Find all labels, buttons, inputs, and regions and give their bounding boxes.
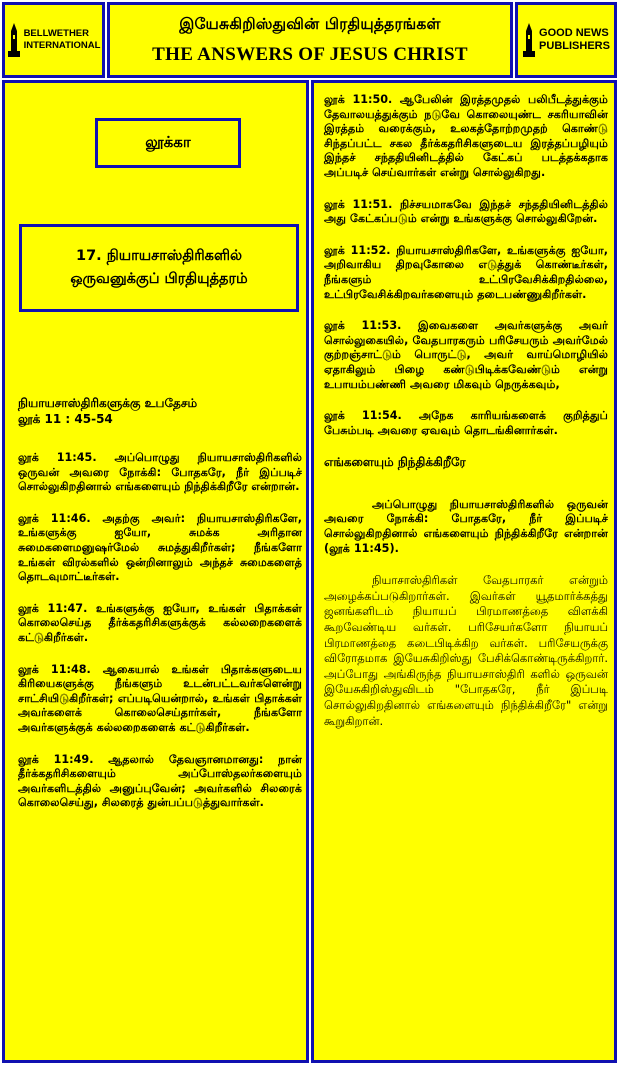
verse-paragraph: லூக் 11:50. ஆபேலின் இரத்தமுதல் பலிபீடத்துக்கும் தேவாலயத்துக்கும் நடுவே கொலையுண்ட சகரியாவின் இரத்தம் வரைக்கும், உலகத்தோற்றமுதற் கொண்டு சிந்தப்பட்ட சகல தீர்க்கதரிசிகளுடைய இரத்தப்பழியும் இந்தச் சந்ததியினிடத்தில் கேட்கப் படத்தக்கதாக அப்படிச் செய்வார்கள் என்று சொல்லுகிறது. <box>324 93 608 179</box>
bellwether-logo <box>2 2 105 78</box>
title-english: THE ANSWERS OF JESUS CHRIST <box>152 44 468 65</box>
chapter-title-line1: 17. நியாயசாஸ்திரிகளில் <box>75 248 243 264</box>
commentary-paragraph: நியாசாஸ்திரிகள் வேதபாரகர் என்றும் அழைக்கப்படுகிறார்கள். இவர்கள் யூதமார்க்கத்து ஜனங்களிடம் நியாயப் பிரமாணத்தை விளக்கி கூறவேண்டிய வர்கள். பரிசேயர்களோ நியாயப் பிரமாணத்தை கடைபிடிக்கிற வர்கள். பரிசேயருக்கு விரோதமாக இயேசுகிறிஸ்து பேசிக்கொண்டிருக்கிறார். அப்போது அங்கிருந்த நியாயசாஸ்திரி களில் ஒருவன் இயேசுகிறிஸ்துவிடம் "போதகரே, நீர் இப்படி சொல்லுகிறதினால் எங்களையும் நிந்திக்கிறீரே" என்று கூறுகிறான். <box>324 573 608 728</box>
verse-paragraph: லூக் 11:45. அப்பொழுது நியாயசாஸ்திரிகளில் ஒருவன் அவரை நோக்கி: போதகரே, நீர் இப்படிச் சொல்லுகிறதினால் எங்களையும் நிந்திக்கிறீரே என்றான். <box>18 451 302 494</box>
verse-paragraph: லூக் 11:52. நியாயசாஸ்திரிகளே, உங்களுக்கு ஐயோ, அறிவாகிய திறவுகோலை எடுத்துக் கொண்டீர்கள், நீங்களும் உட்பிரவேசிக்கிறதில்லை, உட்பிரவேசிக்கிறவர்களையும் தடைபண்ணுகிறீர்கள். <box>324 243 608 301</box>
subheading: எங்களையும் நிந்திக்கிறீரே <box>324 455 466 470</box>
chapter-title-line2: ஒருவனுக்குப் பிரதியுத்தரம் <box>70 271 248 287</box>
right-column <box>311 80 617 1063</box>
verse-paragraph: லூக் 11:54. அநேக காரியங்களைக் குறித்துப் பேசும்படி அவரை ஏவவும் தொடங்கினார்கள். <box>324 409 608 437</box>
chapter-title-box <box>19 224 299 312</box>
section-heading <box>18 395 302 427</box>
section-heading-line2: லூக் 11 : 45-54 <box>18 412 113 426</box>
logo-right-line1: GOOD NEWS <box>539 27 609 39</box>
verse-paragraph: லூக் 11:48. ஆகையால் உங்கள் பிதாக்களுடைய கிரியைகளுக்கு நீங்களும் உடன்பட்டவர்களென்று சாட்சியிடுகிறீர்கள்; எப்படியென்றால், உங்கள் பிதாக்கள் அவர்களைக் கொலைசெய்தார்கள், நீங்களோ அவர்களுக்குக் கல்லறைகளைக் கட்டுகிறீர்கள். <box>18 662 302 734</box>
left-content <box>18 395 302 828</box>
title-tamil: இயேசுகிறிஸ்துவின் பிரதியுத்தரங்கள் <box>179 15 441 33</box>
left-column <box>2 80 309 1063</box>
tower-icon <box>7 23 21 57</box>
logo-left-line1: BELLWETHER <box>23 28 90 39</box>
verse-paragraph: லூக் 11:47. உங்களுக்கு ஐயோ, உங்கள் பிதாக்கள் கொலைசெய்த தீர்க்கதரிசிகளுக்குக் கல்லறைகளைக் கட்டுகிறீர்கள். <box>18 601 302 644</box>
verse-paragraph: லூக் 11:53. இவைகளை அவர்களுக்கு அவர் சொல்லுகையில், வேதபாரகரும் பரிசேயரும் அவர்மேல் குற்றஞ்சாட்டும் பொருட்டு, அவர் வாய்மொழியில் ஏதாகிலும் பிழை கண்டுபிடிக்கவேண்டும் என்று உபாயம்பண்ணி அவரை மிகவும் நெருக்கவும், <box>324 319 608 391</box>
section-heading-line1: நியாயசாஸ்திரிகளுக்கு உபதேசம் <box>18 396 198 410</box>
book-title: லூக்கா <box>95 118 241 168</box>
tower-icon <box>522 23 536 57</box>
logo-left-line2: INTERNATIONAL <box>23 40 101 51</box>
verse-paragraph: லூக் 11:49. ஆதலால் தேவஞானமானது: நான் தீர்க்கதரிசிகளையும் அப்போஸ்தலர்களையும் அவர்களிடத்தில் அனுப்புவேன்; அவர்களில் சிலரைக் கொலைசெய்து, சிலரைத் துன்பப்படுத்துவார்கள். <box>18 752 302 810</box>
quote-paragraph: அப்பொழுது நியாயசாஸ்திரிகளில் ஒருவன் அவரை நோக்கி: போதகரே, நீர் இப்படிச் சொல்லுகிறதினால் எங்களையும் நிந்திக்கிறீரே என்றான் (லூக் 11:45). <box>324 497 608 555</box>
right-content <box>324 93 608 746</box>
good-news-logo <box>515 2 617 78</box>
header-title-box <box>107 2 513 78</box>
verse-paragraph: லூக் 11:51. நிச்சயமாகவே இந்தச் சந்ததியினிடத்தில் அது கேட்கப்படும் என்று உங்களுக்கு சொல்லுகிறேன். <box>324 197 608 226</box>
logo-right-line2: PUBLISHERS <box>539 40 610 52</box>
verse-paragraph: லூக் 11:46. அதற்கு அவர்: நியாயசாஸ்திரிகளே, உங்களுக்கு ஐயோ, சுமக்க அரிதான சுமைகளைமனுஷர்மேல் சுமத்துகிறீர்கள்; நீங்களோ உங்கள் விரல்களில் ஒன்றினாலும் அந்தச் சுமைகளைத் தொடவுமாட்டீர்கள். <box>18 511 302 584</box>
